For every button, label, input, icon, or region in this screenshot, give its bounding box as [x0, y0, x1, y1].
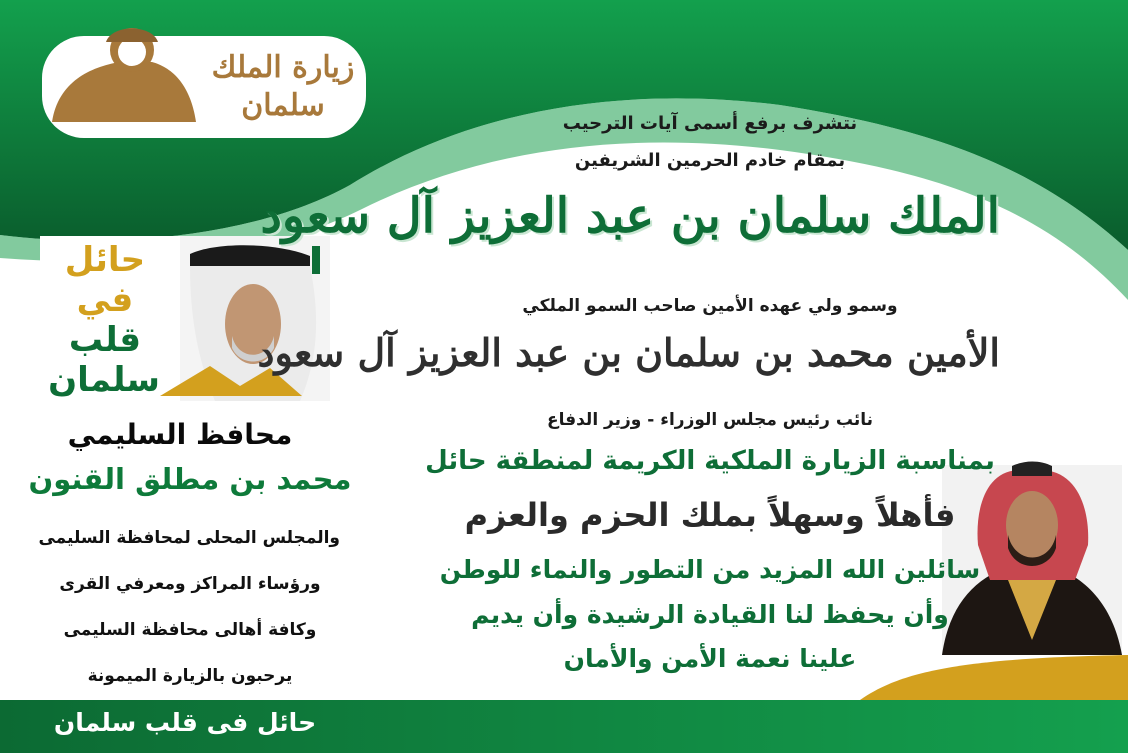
hail-word-3: قلب	[68, 320, 142, 360]
king-name-calligraphy: الملك سلمان بن عبد العزيز آل سعود	[260, 188, 1000, 244]
hail-word-4: سلمان	[48, 360, 160, 400]
hail-word-1: حائل	[64, 240, 146, 280]
governor-title: محافظ السليمي	[67, 418, 293, 451]
governor-line-2: ورؤساء المراكز ومعرفي القرى	[59, 574, 321, 594]
prayer-line-3: علينا نعمة الأمن والأمان	[563, 644, 857, 673]
governor-line-1: والمجلس المحلى لمحافظة السليمى	[38, 528, 340, 548]
intro-line-1: نتشرف برفع أسمى آيات الترحيب	[562, 113, 858, 134]
visit-logo-badge	[40, 22, 368, 140]
governor-line-3: وكافة أهالى محافظة السليمى	[63, 620, 317, 640]
occasion-line: بمناسبة الزيارة الملكية الكريمة لمنطقة حائل	[425, 446, 995, 476]
welcome-line: فأهلاً وسهلاً بملك الحزم والعزم	[464, 496, 956, 534]
logo-subtitle: سلمان	[241, 88, 325, 123]
intro-line-2: بمقام خادم الحرمين الشريفين	[574, 150, 846, 171]
prayer-line-1: سائلين الله المزيد من التطور والنماء للوطن	[439, 555, 981, 584]
governor-line-4: يرحبون بالزيارة الميمونة	[87, 666, 293, 686]
prayer-line-2: وأن يحفظ لنا القيادة الرشيدة وأن يديم	[471, 600, 949, 629]
hail-word-2: في	[76, 280, 134, 320]
bottom-bar-text: حائل فى قلب سلمان	[53, 708, 317, 737]
crown-prince-position: نائب رئيس مجلس الوزراء - وزير الدفاع	[546, 410, 874, 430]
governor-name: محمد بن مطلق القنون	[28, 462, 352, 496]
logo-title: زيارة الملك	[211, 50, 355, 85]
crown-prince-name-calligraphy: الأمين محمد بن سلمان بن عبد العزيز آل سعود	[257, 330, 1000, 375]
hail-logo-panel	[40, 236, 338, 416]
crown-prince-intro: وسمو ولي عهده الأمين صاحب السمو الملكي	[522, 296, 898, 316]
